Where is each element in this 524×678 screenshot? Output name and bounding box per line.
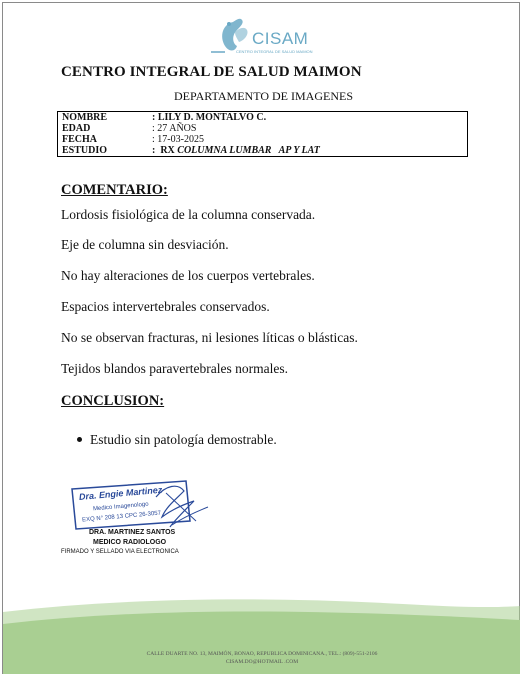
age-label: EDAD [62, 123, 91, 134]
conclusion-item-text: Estudio sin patología demostrable. [90, 432, 277, 447]
comentario-line: Lordosis fisiológica de la columna conservada. [61, 207, 316, 222]
comentario-line: Espacios intervertebrales conservados. [61, 299, 270, 314]
age-value: : 27 AÑOS [152, 123, 197, 134]
doctor-name: DRA. MARTINEZ SANTOS [89, 529, 176, 536]
study-label: ESTUDIO [62, 145, 108, 156]
center-title: CENTRO INTEGRAL DE SALUD MAIMON [61, 64, 362, 80]
comentario-line: Tejidos blandos paravertebrales normales. [61, 361, 288, 376]
stamp-exequatur: EXQ N° 208 13 CPC 26-3057 [81, 510, 162, 524]
patient-study-row [62, 145, 320, 156]
signed-note: FIRMADO Y SELLADO VIA ELECTRONICA [61, 549, 179, 555]
comentario-line: No hay alteraciones de los cuerpos vertebrales. [61, 268, 315, 283]
department-title: DEPARTAMENTO DE IMAGENES [174, 89, 353, 103]
study-prefix: : RX [152, 145, 178, 156]
patient-name-row [62, 112, 266, 123]
patient-date-row [62, 134, 204, 145]
study-value: COLUMNA LUMBAR AP Y LAT [177, 145, 320, 156]
comentario-line: Eje de columna sin desviación. [61, 237, 229, 252]
logo-subtitle: CENTRO INTEGRAL DE SALUD MAIMON [236, 49, 313, 54]
conclusion-heading: CONCLUSION: [61, 393, 165, 409]
bullet-icon [77, 437, 82, 442]
stamp-name: Dra. Engie Martinez [78, 484, 163, 502]
doctor-block [89, 528, 175, 548]
footer-address: CALLE DUARTE NO. 13, MAIMÓN, BONAO, REPUBLICA DOMINICANA., TEL.: (809)-551-2106 [146, 651, 378, 657]
stamp-role: Medico Imagenologo [92, 501, 149, 513]
comentario-heading: COMENTARIO: [61, 182, 168, 198]
footer-email[interactable]: CISAM.DO@HOTMAIL .COM [225, 659, 299, 665]
patient-info-box [57, 111, 468, 157]
logo-wordmark: CISAM [252, 29, 309, 48]
name-label: NOMBRE [62, 112, 107, 123]
name-value: : LILY D. MONTALVO C. [152, 112, 267, 123]
patient-age-row [62, 123, 196, 134]
date-value: : 17-03-2025 [152, 134, 204, 145]
conclusion-item [77, 432, 277, 448]
doctor-title: MEDICO RADIOLOGO [93, 539, 167, 546]
date-label: FECHA [62, 134, 97, 145]
comentario-line: No se observan fracturas, ni lesiones líticas o blásticas. [61, 330, 358, 345]
